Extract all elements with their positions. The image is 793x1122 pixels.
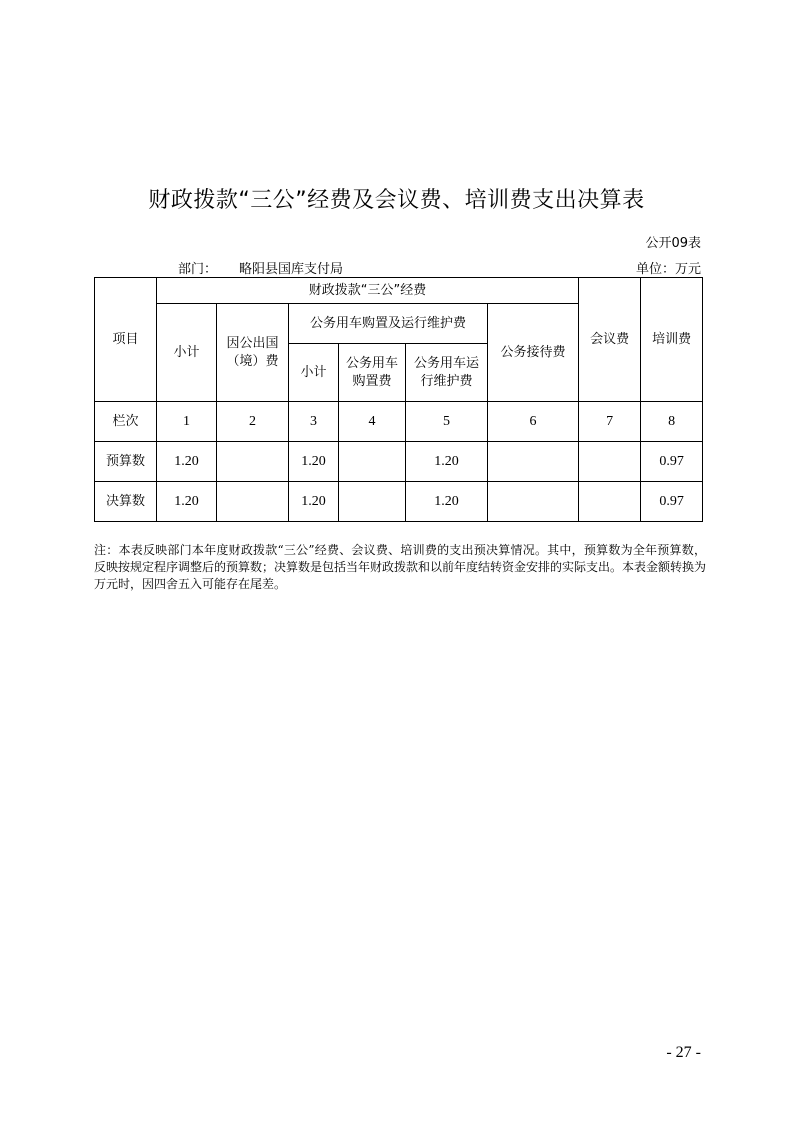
- index-cell: 8: [641, 402, 703, 442]
- value-cell: [579, 482, 641, 522]
- header-item: 项目: [95, 278, 157, 402]
- header-vehicle-purchase: 公务用车购置费: [339, 344, 406, 402]
- index-cell: 3: [289, 402, 339, 442]
- value-cell: [339, 442, 406, 482]
- index-cell: 1: [157, 402, 217, 442]
- value-cell: 1.20: [289, 442, 339, 482]
- unit-label: 单位：万元: [635, 262, 701, 277]
- value-cell: 1.20: [406, 482, 488, 522]
- value-cell: 0.97: [641, 442, 703, 482]
- value-cell: 1.20: [157, 442, 217, 482]
- table-row: [95, 442, 703, 482]
- form-number: 公开09表: [645, 236, 701, 251]
- value-cell: [217, 442, 289, 482]
- table-note: 注：本表反映部门本年度财政拨款“三公”经费、会议费、培训费的支出预决算情况。其中，预算数为全年预算数，反映按规定程序调整后的预算数；决算数是包括当年财政拨款和以前年度结转资金安排的实际支出。本表金额转换为万元时，因四舍五入可能存在尾差。: [94, 543, 707, 591]
- index-cell: 7: [579, 402, 641, 442]
- value-cell: [339, 482, 406, 522]
- value-cell: [488, 482, 579, 522]
- header-meeting: 会议费: [579, 278, 641, 402]
- index-cell: 4: [339, 402, 406, 442]
- value-cell: 1.20: [406, 442, 488, 482]
- header-abroad: 因公出国（境）费: [217, 304, 289, 402]
- expense-table: [94, 277, 703, 522]
- value-cell: [488, 442, 579, 482]
- department-value: 略阳县国库支付局: [239, 262, 344, 277]
- header-subtotal: 小计: [157, 304, 217, 402]
- header-three-public: 财政拨款“三公”经费: [157, 278, 579, 304]
- value-cell: 1.20: [157, 482, 217, 522]
- value-cell: 1.20: [289, 482, 339, 522]
- index-cell: 2: [217, 402, 289, 442]
- table-row: [95, 482, 703, 522]
- index-row-label: 栏次: [95, 402, 157, 442]
- department-line: [178, 258, 343, 277]
- page-number: - 27 -: [666, 1044, 701, 1061]
- page-title: 财政拨款“三公”经费及会议费、培训费支出决算表: [148, 188, 645, 213]
- value-cell: [217, 482, 289, 522]
- value-cell: [579, 442, 641, 482]
- index-row: [95, 402, 703, 442]
- header-training: 培训费: [641, 278, 703, 402]
- header-vehicle-group: 公务用车购置及运行维护费: [289, 304, 488, 344]
- header-vehicle-subtotal: 小计: [289, 344, 339, 402]
- header-reception: 公务接待费: [488, 304, 579, 402]
- row-label: 决算数: [95, 482, 157, 522]
- row-label: 预算数: [95, 442, 157, 482]
- header-vehicle-operation: 公务用车运行维护费: [406, 344, 488, 402]
- index-cell: 5: [406, 402, 488, 442]
- index-cell: 6: [488, 402, 579, 442]
- department-label: 部门：: [178, 262, 218, 277]
- value-cell: 0.97: [641, 482, 703, 522]
